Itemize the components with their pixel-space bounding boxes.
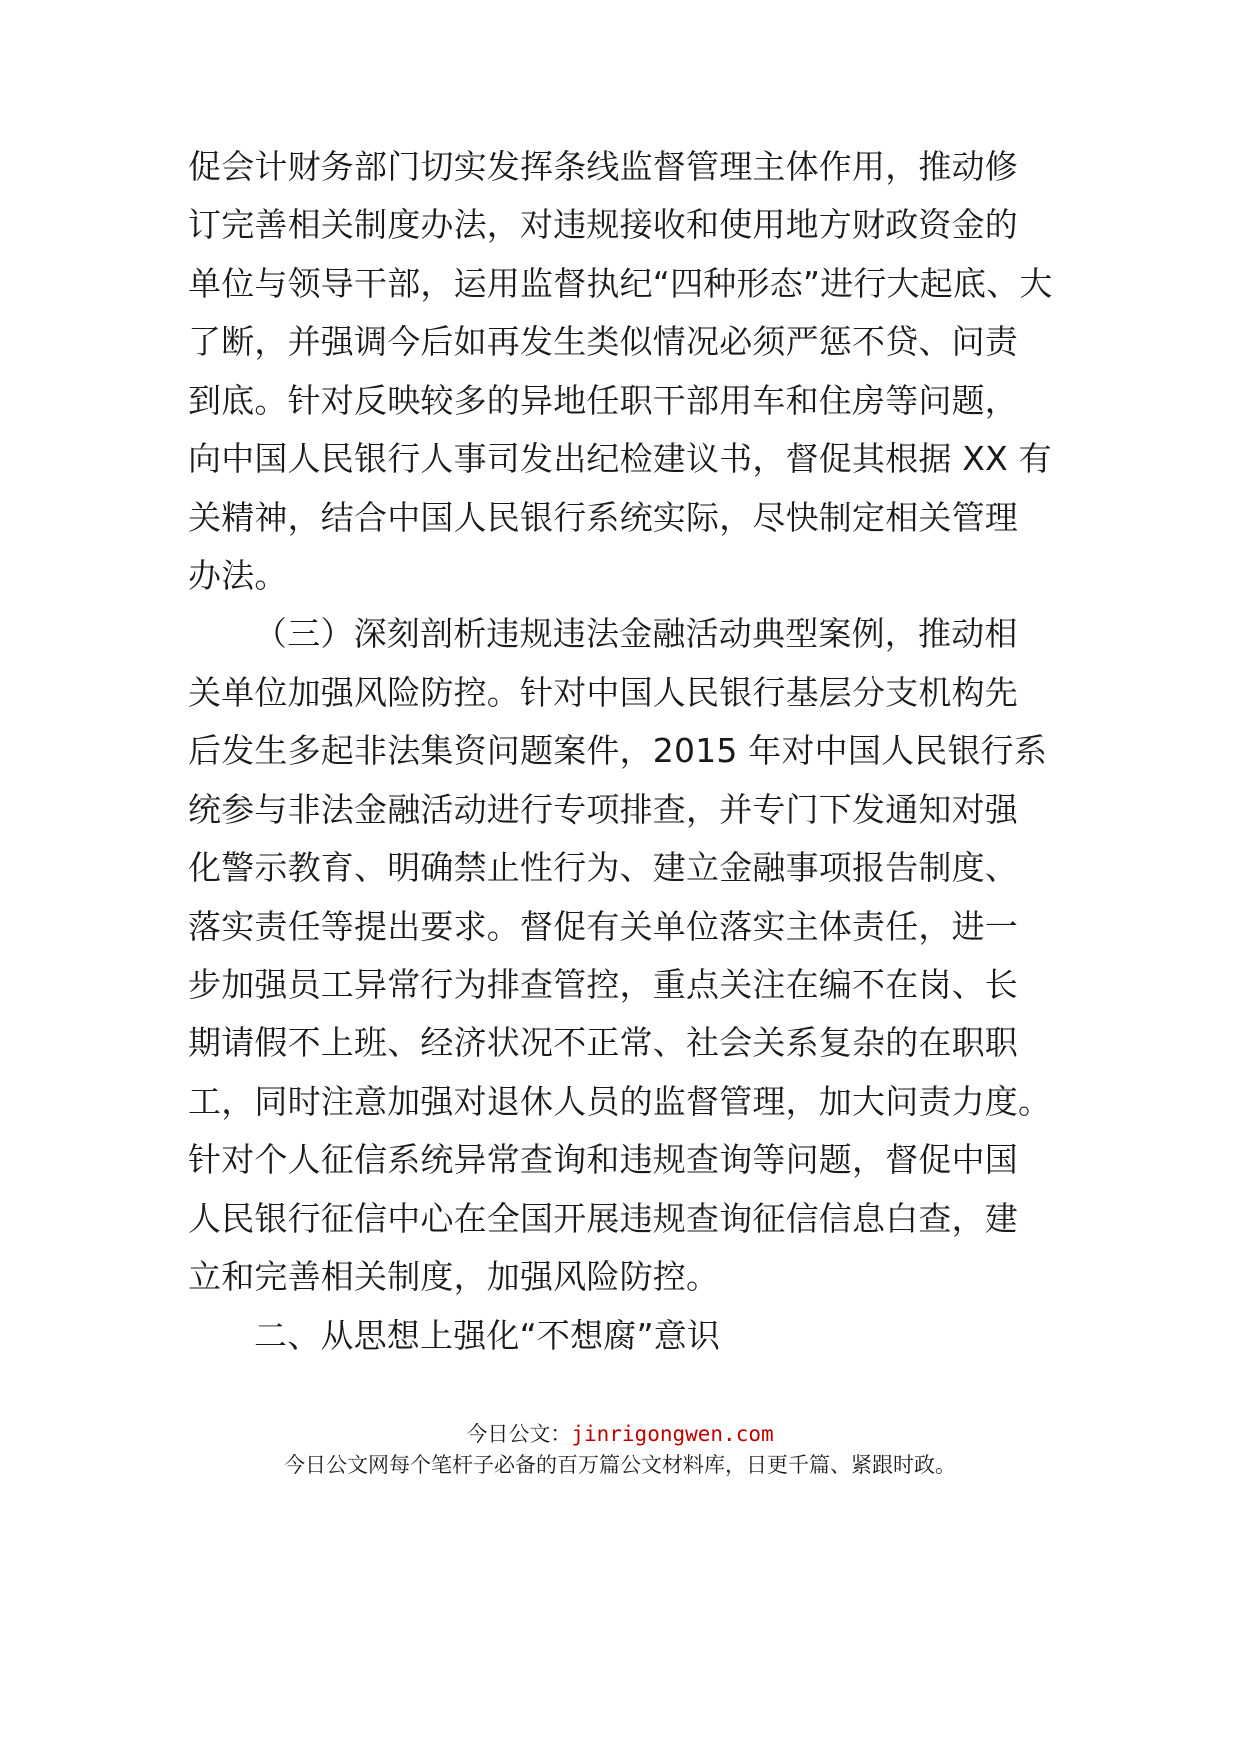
body-line-3: 单位与领导干部，运用监督执纪“四种形态”进行大起底、大 xyxy=(188,264,1053,303)
body-line-16: 期请假不上班、经济状况不正常、社会关系复杂的在职职 xyxy=(188,1023,1018,1062)
body-line-18: 针对个人征信系统异常查询和违规查询等问题，督促中国 xyxy=(188,1140,1018,1179)
body-line-19: 人民银行征信中心在全国开展违规查询征信信息白查，建 xyxy=(188,1199,1018,1238)
footer-site-line xyxy=(0,1420,1240,1448)
body-line-2: 订完善相关制度办法，对违规接收和使用地方财政资金的 xyxy=(188,205,1018,244)
body-line-8: 办法。 xyxy=(188,556,288,595)
body-line-15: 步加强员工异常行为排查管控，重点关注在编不在岗、长 xyxy=(188,965,1018,1004)
body-line-1: 促会计财务部门切实发挥条线监督管理主体作用，推动修 xyxy=(188,147,1018,186)
body-line-12: 统参与非法金融活动进行专项排查，并专门下发通知对强 xyxy=(188,790,1018,829)
chapter-heading-2: 二、从思想上强化“不想腐”意识 xyxy=(254,1316,721,1355)
body-line-10: 关单位加强风险防控。针对中国人民银行基层分支机构先 xyxy=(188,673,1018,712)
body-line-14: 落实责任等提出要求。督促有关单位落实主体责任，进一 xyxy=(188,907,1018,946)
body-line-11: 后发生多起非法集资问题案件，2015 年对中国人民银行系 xyxy=(188,731,1048,770)
body-line-7: 关精神，结合中国人民银行系统实际，尽快制定相关管理 xyxy=(188,498,1018,537)
body-line-4: 了断，并强调今后如再发生类似情况必须严惩不贷、问责 xyxy=(188,322,1018,361)
body-line-17: 工，同时注意加强对退休人员的监督管理，加大问责力度。 xyxy=(188,1082,1052,1121)
body-line-6: 向中国人民银行人事司发出纪检建议书，督促其根据 XX 有 xyxy=(188,439,1052,478)
body-line-13: 化警示教育、明确禁止性行为、建立金融事项报告制度、 xyxy=(188,848,1018,887)
footer-site-link[interactable]: jinrigongwen.com xyxy=(571,1422,774,1446)
body-line-5: 到底。针对反映较多的异地任职干部用车和住房等问题， xyxy=(188,381,1018,420)
footer-site-label: 今日公文： xyxy=(466,1422,572,1446)
footer-slogan: 今日公文网每个笔杆子必备的百万篇公文材料库，日更千篇、紧跟时政。 xyxy=(284,1453,956,1477)
section-heading-3: （三）深刻剖析违规违法金融活动典型案例，推动相 xyxy=(254,614,1018,653)
body-line-20: 立和完善相关制度，加强风险防控。 xyxy=(188,1257,720,1296)
